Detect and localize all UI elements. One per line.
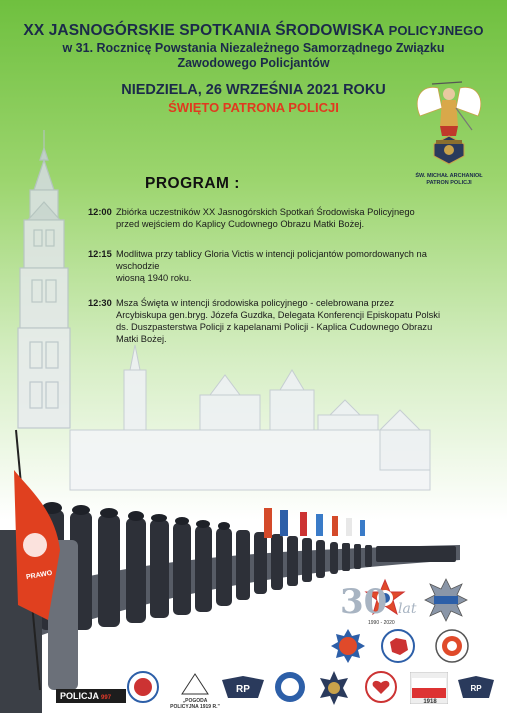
policja-number: 997	[101, 695, 112, 701]
program-time: 12:15	[88, 249, 112, 259]
subtitle-line1: w 31. Rocznicę Powstania Niezależnego Samorządnego Związku	[62, 41, 445, 55]
title-small: POLICYJNEGO	[388, 23, 484, 38]
archangel-michael-icon	[412, 78, 486, 166]
logo-heart-round-icon	[364, 670, 398, 704]
program-line: Modlitwa przy tablicy Gloria Victis w intencji policjantów pomordowanych na wschodzie	[116, 249, 427, 271]
program-description	[116, 206, 443, 230]
church-buildings	[70, 345, 430, 490]
event-title	[0, 22, 507, 40]
event-subtitle	[0, 41, 507, 71]
program-description	[116, 248, 443, 284]
badge-red-emblem-icon	[330, 628, 366, 664]
church-tower	[18, 130, 70, 428]
badge-map-icon	[380, 628, 416, 664]
anniversary-word: lat	[398, 601, 417, 617]
logo-1918-caption: 1918	[423, 699, 437, 705]
program-line: ds. Duszpasterstwa Policji z kapelanami Policji - Kaplica Cudownego Obrazu Matki Bożej.	[116, 322, 433, 344]
logo-round-red-blue-icon	[126, 670, 160, 704]
subtitle-line2: Zawodowego Policjantów	[177, 56, 330, 70]
flag-text: PRAWO	[25, 569, 53, 582]
program-item	[88, 206, 443, 230]
logo-pogoda-caption: „POGODA POLICYJNA 1919 R."	[170, 698, 220, 710]
event-date: NIEDZIELA, 26 WRZEŚNIA 2021 ROKU	[121, 82, 386, 98]
procession-banners	[264, 508, 365, 538]
logo-pogoda-icon	[180, 672, 210, 698]
program-time: 12:00	[88, 207, 112, 217]
logo-eagle-round-icon	[273, 670, 307, 704]
policja-997-logo	[56, 689, 126, 703]
police-star-badge-icon	[424, 578, 468, 622]
patron-emblem	[412, 78, 486, 186]
feast-name: ŚWIĘTO PATRONA POLICJI	[168, 100, 339, 115]
program-line: wiosną 1940 roku.	[116, 273, 192, 283]
logo-rp-small-label: RP	[470, 684, 482, 693]
program-item	[88, 297, 443, 345]
program-item	[88, 248, 443, 284]
logo-star-eagle-icon	[316, 670, 352, 706]
patron-caption	[412, 173, 486, 186]
program-description	[116, 297, 443, 345]
program-time: 12:30	[88, 298, 112, 308]
policja-label: POLICJA	[60, 691, 100, 701]
program-line: Zbiórka uczestników XX Jasnogórskich Spotkań Środowiska Policyjnego	[116, 207, 415, 217]
logo-rp-wings-icon	[220, 674, 266, 700]
program-line: Msza Święta w intencji środowiska policyjnego - celebrowana przez	[116, 298, 394, 308]
anniversary-number: 30	[340, 582, 388, 622]
program-title: PROGRAM :	[145, 175, 240, 192]
program-line: Arcybiskupa gen.bryg. Józefa Guzdka, Delegata Konferencji Episkopatu Polski	[116, 310, 441, 320]
program-line: przed wejściem do Kaplicy Cudownego Obrazu Matki Bożej.	[116, 219, 365, 229]
anniversary-years: 1990 - 2020	[368, 620, 395, 626]
patron-caption-line2: PATRON POLICJI	[426, 179, 472, 186]
badge-circle-icon	[434, 628, 470, 664]
patron-caption-line1: ŚW. MICHAŁ ARCHANIOŁ	[415, 173, 483, 179]
svg-text:RP: RP	[236, 684, 250, 695]
title-main: XX JASNOGÓRSKIE SPOTKANIA ŚRODOWISKA	[23, 22, 385, 39]
